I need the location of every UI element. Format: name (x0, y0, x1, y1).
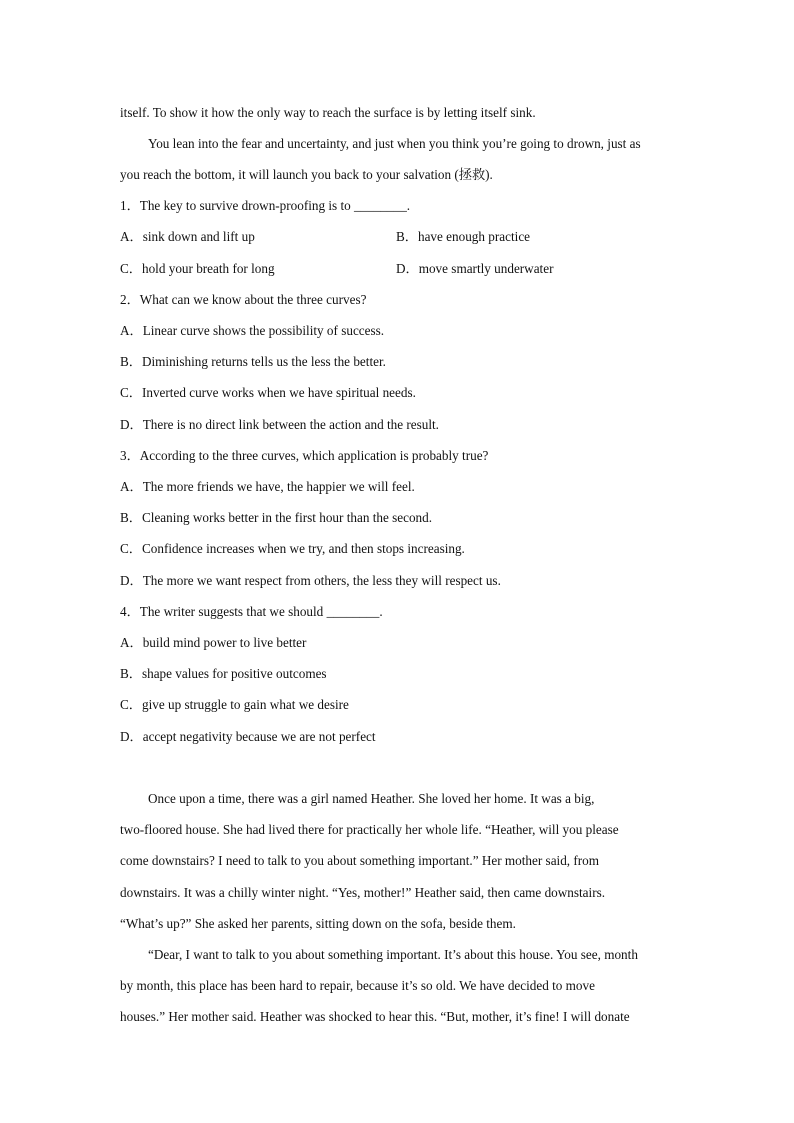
question-3-option-c: C．Confidence increases when we try, and then stops increasing. (120, 541, 465, 556)
question-4-option-c: C．give up struggle to gain what we desire (120, 697, 349, 712)
question-2-option-a: A．Linear curve shows the possibility of success. (120, 323, 385, 338)
passage-b-p1-line-3: come downstairs? I need to talk to you about something important.” Her mother said, from (120, 853, 600, 868)
question-3-stem: 3．According to the three curves, which application is probably true? (120, 448, 489, 463)
question-1-stem: 1．The key to survive drown-proofing is to ________. (120, 198, 411, 213)
passage-b-p1-line-4: downstairs. It was a chilly winter night. “Yes, mother!” Heather said, then came downstairs. (120, 885, 606, 900)
question-4-option-a: A．build mind power to live better (120, 635, 307, 650)
passage-b-p2-line-3: houses.” Her mother said. Heather was shocked to hear this. “But, mother, it’s fine! I will donate (120, 1009, 630, 1024)
question-1-option-a: A．sink down and lift up (120, 229, 255, 244)
passage-b-p1-line-2: two-floored house. She had lived there for practically her whole life. “Heather, will you please (120, 822, 619, 837)
question-1-option-b: B．have enough practice (396, 229, 531, 244)
question-2-stem: 2．What can we know about the three curves? (120, 292, 367, 307)
question-4-stem: 4．The writer suggests that we should ________. (120, 604, 383, 619)
passage-a-line-2: You lean into the fear and uncertainty, and just when you think you’re going to drown, just as (148, 136, 641, 151)
question-2-option-c: C．Inverted curve works when we have spiritual needs. (120, 385, 416, 400)
question-3-option-b: B．Cleaning works better in the first hour than the second. (120, 510, 433, 525)
passage-b-p2-line-1: “Dear, I want to talk to you about something important. It’s about this house. You see, month (148, 947, 638, 962)
question-4-option-b: B．shape values for positive outcomes (120, 666, 327, 681)
question-2-option-b: B．Diminishing returns tells us the less the better. (120, 354, 386, 369)
passage-a-line-1: itself. To show it how the only way to reach the surface is by letting itself sink. (120, 105, 536, 120)
passage-b-p1-line-5: “What’s up?” She asked her parents, sitting down on the sofa, beside them. (120, 916, 516, 931)
question-1-option-c: C．hold your breath for long (120, 261, 275, 276)
question-3-option-d: D．The more we want respect from others, the less they will respect us. (120, 573, 501, 588)
question-2-option-d: D．There is no direct link between the action and the result. (120, 417, 439, 432)
question-1-option-d: D．move smartly underwater (396, 261, 554, 276)
passage-a-line-3: you reach the bottom, it will launch you back to your salvation (拯救). (120, 167, 493, 182)
passage-b-p1-line-1: Once upon a time, there was a girl named Heather. She loved her home. It was a big, (148, 791, 595, 806)
passage-b-p2-line-2: by month, this place has been hard to repair, because it’s so old. We have decided to move (120, 978, 595, 993)
question-4-option-d: D．accept negativity because we are not perfect (120, 729, 376, 744)
question-3-option-a: A．The more friends we have, the happier we will feel. (120, 479, 415, 494)
